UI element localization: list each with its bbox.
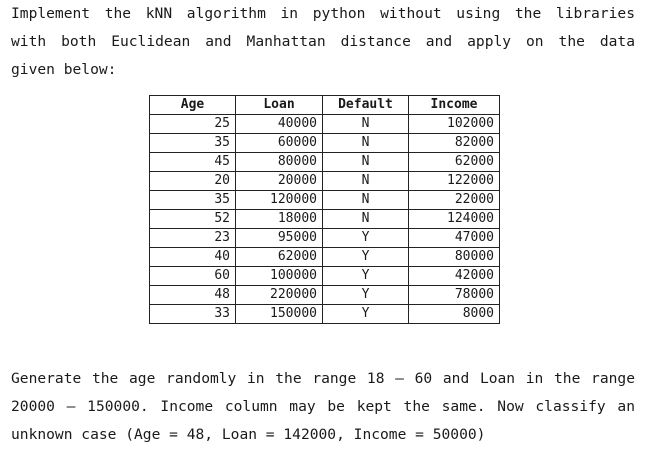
header-loan: Loan bbox=[236, 96, 323, 115]
table-row bbox=[150, 134, 500, 153]
cell-age: 40 bbox=[150, 248, 236, 267]
table-row bbox=[150, 267, 500, 286]
cell-loan: 40000 bbox=[236, 115, 323, 134]
intro-paragraph bbox=[11, 0, 635, 84]
table-row bbox=[150, 172, 500, 191]
table-row bbox=[150, 305, 500, 324]
cell-income: 80000 bbox=[409, 248, 500, 267]
cell-age: 20 bbox=[150, 172, 236, 191]
cell-age: 48 bbox=[150, 286, 236, 305]
cell-age: 52 bbox=[150, 210, 236, 229]
cell-default: Y bbox=[323, 286, 409, 305]
cell-default: N bbox=[323, 115, 409, 134]
cell-income: 22000 bbox=[409, 191, 500, 210]
table-row bbox=[150, 248, 500, 267]
cell-default: Y bbox=[323, 267, 409, 286]
cell-loan: 100000 bbox=[236, 267, 323, 286]
cell-loan: 60000 bbox=[236, 134, 323, 153]
cell-loan: 62000 bbox=[236, 248, 323, 267]
cell-income: 62000 bbox=[409, 153, 500, 172]
cell-income: 78000 bbox=[409, 286, 500, 305]
cell-loan: 120000 bbox=[236, 191, 323, 210]
outro-line: Generate the age randomly in the range 18 – 60 and Loan in the range bbox=[11, 370, 635, 387]
cell-income: 122000 bbox=[409, 172, 500, 191]
header-age: Age bbox=[150, 96, 236, 115]
table-header-row bbox=[150, 96, 500, 115]
cell-age: 23 bbox=[150, 229, 236, 248]
cell-income: 82000 bbox=[409, 134, 500, 153]
cell-age: 35 bbox=[150, 191, 236, 210]
table-row bbox=[150, 115, 500, 134]
cell-age: 60 bbox=[150, 267, 236, 286]
cell-age: 35 bbox=[150, 134, 236, 153]
table-row bbox=[150, 286, 500, 305]
intro-line: given below: bbox=[11, 61, 117, 78]
cell-income: 8000 bbox=[409, 305, 500, 324]
cell-age: 25 bbox=[150, 115, 236, 134]
data-table bbox=[149, 95, 500, 324]
table-row bbox=[150, 210, 500, 229]
table-row bbox=[150, 153, 500, 172]
cell-income: 102000 bbox=[409, 115, 500, 134]
cell-age: 45 bbox=[150, 153, 236, 172]
cell-default: Y bbox=[323, 229, 409, 248]
cell-income: 42000 bbox=[409, 267, 500, 286]
intro-line: Implement the kNN algorithm in python without using the libraries bbox=[11, 5, 635, 22]
cell-default: N bbox=[323, 210, 409, 229]
cell-default: N bbox=[323, 134, 409, 153]
cell-loan: 95000 bbox=[236, 229, 323, 248]
outro-line: 20000 – 150000. Income column may be kept the same. Now classify an bbox=[11, 398, 635, 415]
outro-line: unknown case (Age = 48, Loan = 142000, Income = 50000) bbox=[11, 426, 486, 443]
cell-income: 124000 bbox=[409, 210, 500, 229]
cell-age: 33 bbox=[150, 305, 236, 324]
cell-loan: 18000 bbox=[236, 210, 323, 229]
cell-loan: 20000 bbox=[236, 172, 323, 191]
cell-default: N bbox=[323, 191, 409, 210]
header-income: Income bbox=[409, 96, 500, 115]
cell-default: N bbox=[323, 172, 409, 191]
cell-default: Y bbox=[323, 248, 409, 267]
intro-line: with both Euclidean and Manhattan distance and apply on the data bbox=[11, 33, 635, 50]
table-row bbox=[150, 191, 500, 210]
header-default: Default bbox=[323, 96, 409, 115]
cell-default: N bbox=[323, 153, 409, 172]
cell-income: 47000 bbox=[409, 229, 500, 248]
table-row bbox=[150, 229, 500, 248]
cell-loan: 150000 bbox=[236, 305, 323, 324]
outro-paragraph bbox=[11, 365, 635, 449]
cell-loan: 80000 bbox=[236, 153, 323, 172]
cell-default: Y bbox=[323, 305, 409, 324]
cell-loan: 220000 bbox=[236, 286, 323, 305]
